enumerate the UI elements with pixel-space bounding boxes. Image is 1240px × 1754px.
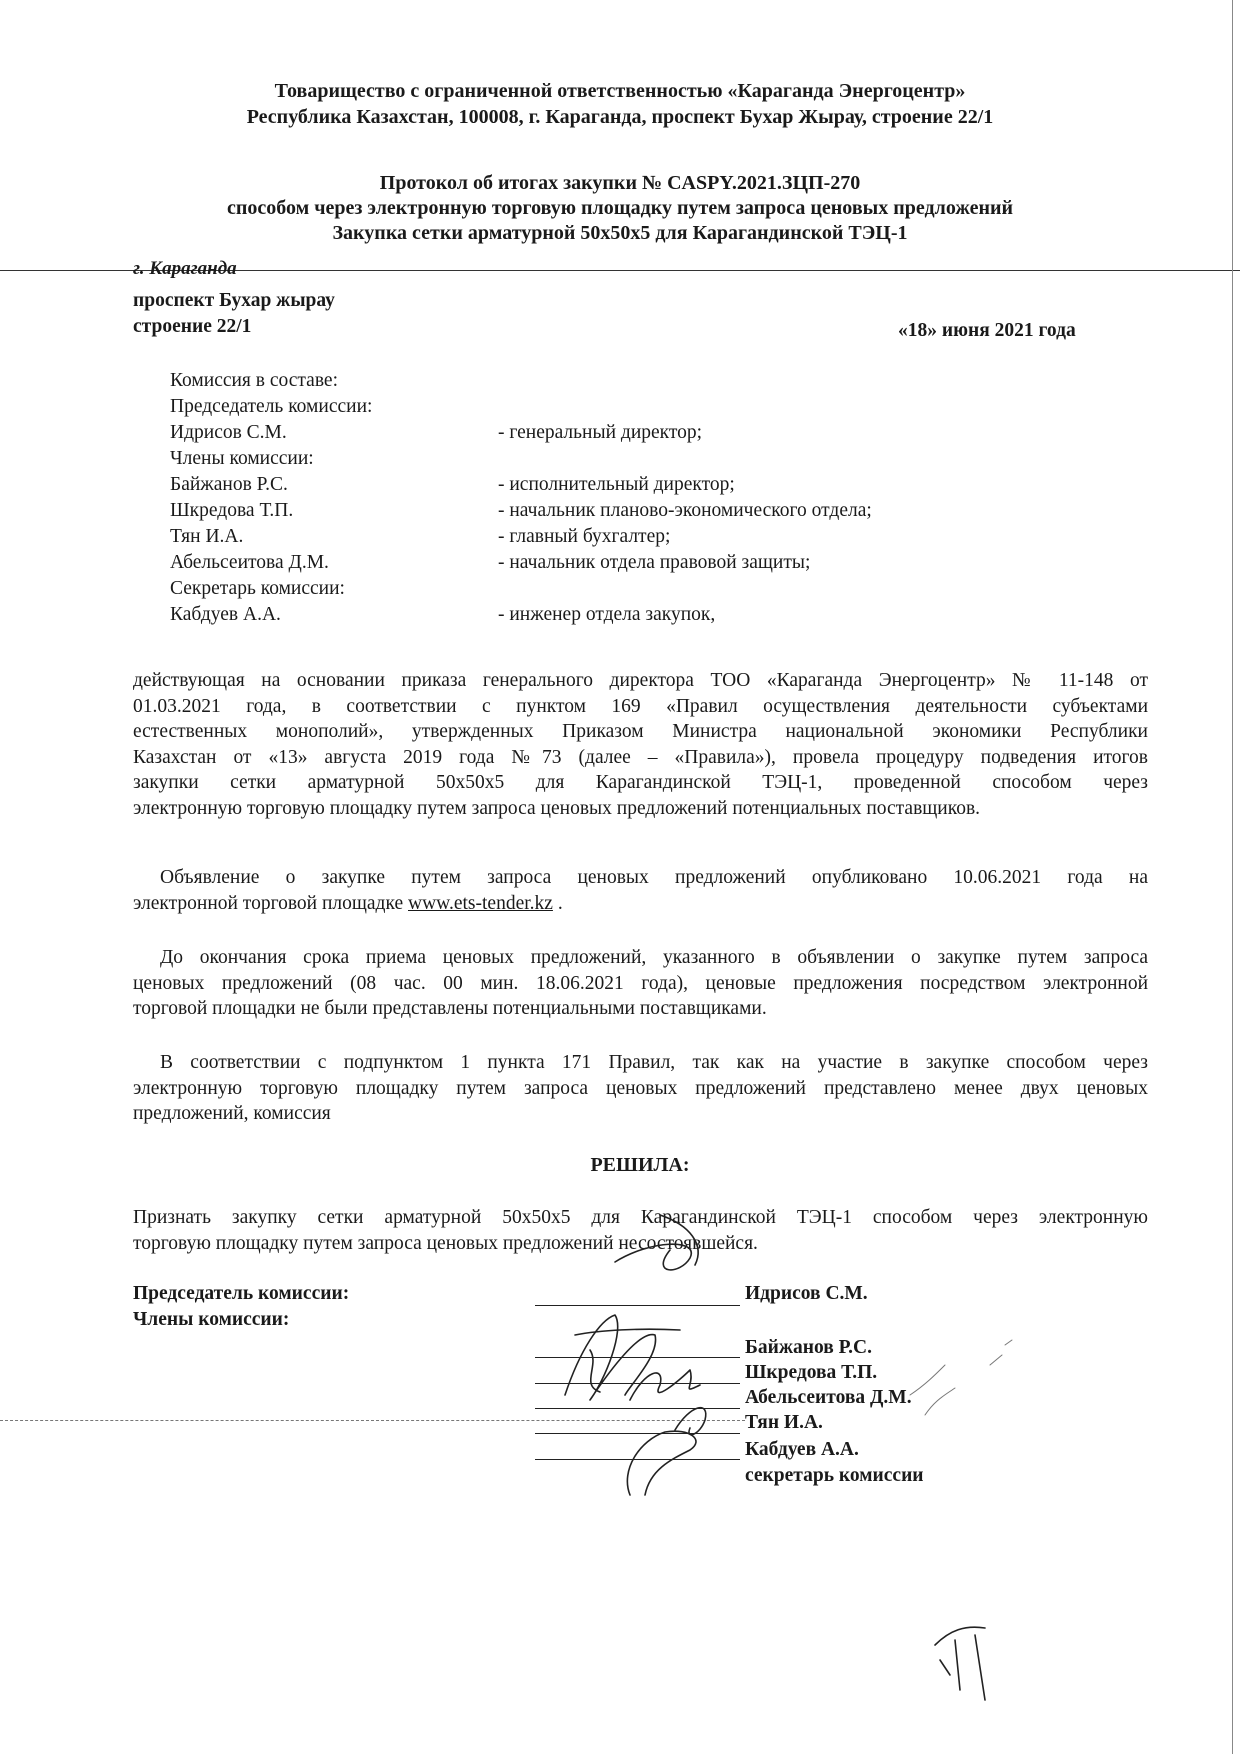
- member-role: - исполнительный директор;: [498, 474, 735, 495]
- text-line: ценовых предложений (08 час. 00 мин. 18.06.2021 года), ценовые предложения посредством электронной: [133, 972, 1148, 994]
- protocol-title: Протокол об итогах закупки № CASPY.2021.ЗЦП-270: [379, 172, 861, 194]
- text-line: электронную торговую площадку путем запроса ценовых предложений потенциальных поставщиков.: [133, 797, 981, 819]
- text-line: В соответствии с подпунктом 1 пункта 171 Правил, так как на участие в закупке способом через: [160, 1052, 1148, 1073]
- member-role: - начальник планово-экономического отдела;: [498, 500, 872, 521]
- signature-stroke: [940, 1660, 950, 1675]
- text-line: действующая на основании приказа генерального директора ТОО «Караганда Энергоцентр» № 11-148 от: [133, 670, 1148, 691]
- signature-stroke: [615, 1244, 691, 1270]
- signer-name: Идрисов С.М.: [745, 1283, 868, 1304]
- signature-stroke: [935, 1627, 985, 1645]
- text-line-start: электронной торговой площадке: [133, 892, 408, 914]
- secretary-label: Секретарь комиссии:: [170, 578, 345, 599]
- text-line: Признать закупку сетки арматурной 50х50х5 для Карагандинской ТЭЦ-1 способом через электронную: [133, 1207, 1148, 1228]
- signer-name: Байжанов Р.С.: [745, 1337, 872, 1358]
- tender-site-link[interactable]: www.ets-tender.kz: [408, 892, 553, 914]
- protocol-date: «18» июня 2021 года: [898, 320, 1076, 341]
- decision-heading: РЕШИЛА:: [590, 1154, 690, 1176]
- signature-stroke: [910, 1340, 1012, 1415]
- member-name: Абельсеитова Д.М.: [170, 552, 329, 573]
- text-line: 01.03.2021 года, в соответствии с пунктом 169 «Правил осуществления деятельности субъектами: [133, 695, 1148, 717]
- signer-name: Шкредова Т.П.: [745, 1362, 878, 1383]
- protocol-method: способом через электронную торговую площадку путем запроса ценовых предложений: [226, 197, 1014, 219]
- text-line: закупки сетки арматурной 50х50х5 для Карагандинской ТЭЦ-1, проведенной способом через: [133, 772, 1148, 793]
- member-role: - начальник отдела правовой защиты;: [498, 552, 811, 573]
- secretary-caption: секретарь комиссии: [745, 1465, 924, 1486]
- city: г. Караганда: [133, 258, 237, 279]
- members-label: Члены комиссии:: [170, 448, 314, 469]
- text-line: торговую площадку путем запроса ценовых предложений несостоявшейся.: [133, 1232, 758, 1254]
- signer-name: Тян И.А.: [745, 1412, 823, 1433]
- organization-name: Товарищество с ограниченной ответственностью «Караганда Энергоцентр»: [274, 80, 966, 102]
- signature-members-label: Члены комиссии:: [133, 1309, 290, 1330]
- text-line: предложений, комиссия: [133, 1103, 331, 1124]
- signer-name: Абельсеитова Д.М.: [745, 1387, 912, 1408]
- text-line: электронную торговую площадку путем запроса ценовых предложений представлено менее двух ценовых: [133, 1077, 1148, 1099]
- text-line: Объявление о закупке путем запроса ценовых предложений опубликовано 10.06.2021 года на: [160, 867, 1148, 888]
- member-role: - главный бухгалтер;: [498, 526, 671, 547]
- signature-stroke: [975, 1635, 985, 1700]
- member-name: Байжанов Р.С.: [170, 474, 288, 495]
- signature-stroke: [565, 1315, 656, 1400]
- member-name: Тян И.А.: [170, 526, 244, 547]
- street: проспект Бухар жырау: [133, 290, 335, 311]
- commission-intro: Комиссия в составе:: [170, 370, 338, 391]
- chair-label: Председатель комиссии:: [170, 396, 373, 417]
- protocol-subject: Закупка сетки арматурной 50х50х5 для Карагандинской ТЭЦ-1: [332, 222, 908, 244]
- signer-name: Кабдуев А.А.: [745, 1439, 859, 1460]
- signature-chair-label: Председатель комиссии:: [133, 1283, 350, 1304]
- text-line: торговой площадки не были представлены потенциальными поставщиками.: [133, 998, 767, 1019]
- text-line: Казахстан от «13» августа 2019 года №73 (далее – «Правила»), провела процедуру подведения итогов: [133, 746, 1148, 768]
- signature-stroke: [955, 1640, 960, 1690]
- chair-name: Идрисов С.М.: [170, 422, 287, 443]
- signature-stroke: [575, 1329, 680, 1335]
- chair-role: - генеральный директор;: [498, 422, 703, 443]
- building: строение 22/1: [133, 316, 252, 337]
- signature-stroke: [627, 1431, 696, 1495]
- secretary-name: Кабдуев А.А.: [170, 604, 281, 625]
- text-line-end: .: [552, 892, 563, 914]
- secretary-role: - инженер отдела закупок,: [498, 604, 716, 625]
- text-line: До окончания срока приема ценовых предложений, указанного в объявлении о закупке путем запроса: [160, 947, 1148, 968]
- organization-address: Республика Казахстан, 100008, г. Караганда, проспект Бухар Жырау, строение 22/1: [246, 106, 994, 128]
- scan-edge: [1232, 0, 1233, 1754]
- text-line: естественных монополий», утвержденных Приказом Министра национальной экономики Республики: [133, 721, 1148, 742]
- member-name: Шкредова Т.П.: [170, 500, 294, 521]
